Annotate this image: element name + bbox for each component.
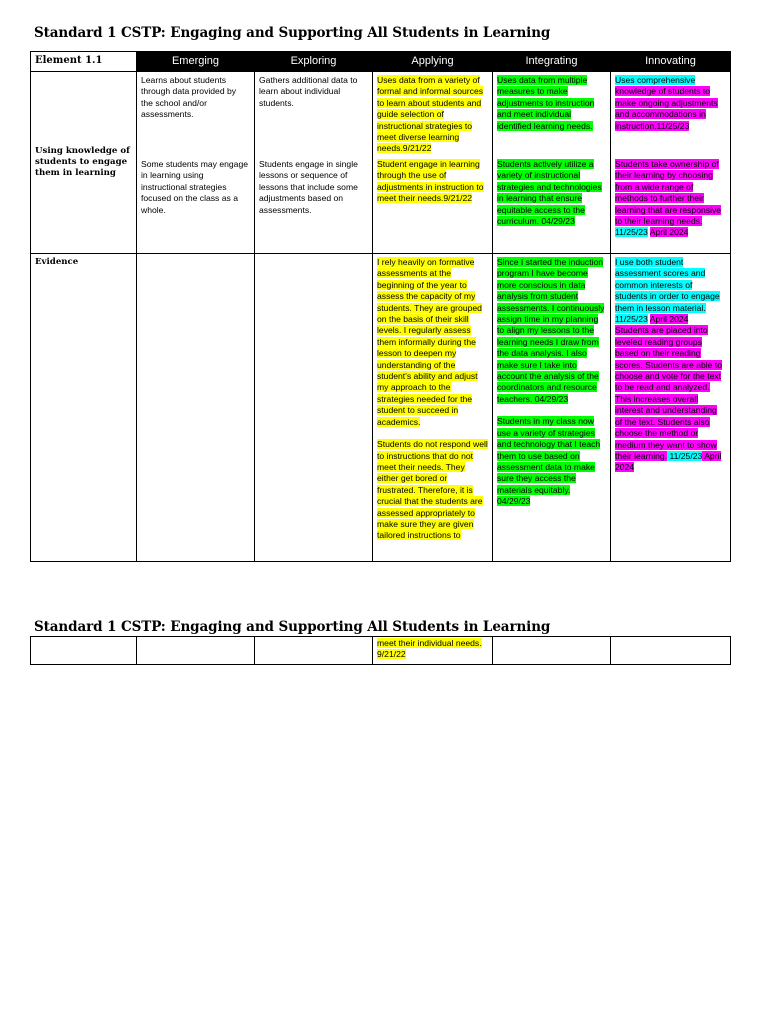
cell-exploring [255, 72, 373, 254]
highlighted-text: Students are placed into leveled reading groups based on their reading scores. Students are able to choose and vote for the text to be read and analyzed. This increases overall interest and understanding of the text. Students also choose the method or medium they want to show their learning. [615, 325, 723, 461]
column-header-emerging: Emerging [137, 52, 255, 72]
rubric-table-continued [30, 636, 731, 665]
cell-emerging [137, 72, 255, 254]
cell-applying-evidence [373, 254, 493, 562]
highlighted-text: Since I started the induction program I have become more conscious in data analysis from student assessments. I continuously assign time in my planning to align my lessons to the learning needs I draw from the data analysis. I also make sure I take into account the analysis of the coordinators and resource teachers. 04/29/23 [497, 257, 605, 404]
column-header-innovating: Innovating [611, 52, 731, 72]
header-row [31, 52, 731, 72]
column-header-exploring: Exploring [255, 52, 373, 72]
table-row [31, 637, 731, 665]
cell-text: Learns about students through data provided by the school and/or assessments. [141, 75, 237, 120]
page-title-repeat: Standard 1 CSTP: Engaging and Supporting All Students in Learning [34, 619, 551, 635]
cell-integrating-evidence [493, 254, 611, 562]
cell-continued [611, 637, 731, 665]
highlighted-text: Students do not respond well to instructions that do not meet their needs. They either get bored or frustrated. Therefore, it is crucial that the students are assessed appropriately to make sure they are given tailored instructions to [377, 439, 488, 541]
cell-continued [493, 637, 611, 665]
highlighted-date: 11/25/23 [615, 227, 648, 238]
highlighted-text: Students in my class now use a variety of strategies and technology that I teach them to use based on assessment data to make sure they access the materials equitably. 04/29/23 [497, 416, 601, 507]
cell-emerging-evidence [137, 254, 255, 562]
element-label: Element 1.1 [31, 52, 137, 72]
row-label-text: Evidence [35, 257, 79, 267]
cell-applying-continued [373, 637, 493, 665]
highlighted-text: Uses data from a variety of formal and informal sources to learn about students and guide selection of instructional strategies to meet diverse learning needs.9/21/22 [377, 75, 484, 154]
table-row [31, 254, 731, 562]
cell-exploring-evidence [255, 254, 373, 562]
highlighted-date: April 2024 [649, 227, 689, 238]
cell-text: Gathers additional data to learn about individual students. [259, 75, 358, 108]
highlighted-date: 11/25/23 [667, 450, 703, 461]
highlighted-text: Student engage in learning through the use of adjustments in instruction to meet their needs.9/21/22 [377, 159, 484, 204]
cell-text: Students engage in single lessons or sequence of lessons that include some adjustments based on assessments. [259, 159, 358, 215]
highlighted-text: Students take ownership of their learning by choosing from a wide range of methods to further their learning that are responsive to their learning needs. [615, 159, 722, 227]
cell-innovating-evidence [611, 254, 731, 562]
row-label-text: Using knowledge of students to engage them in learning [35, 146, 130, 178]
highlighted-date: 11/25/23 [615, 314, 648, 325]
highlighted-text: Uses data from multiple measures to make adjustments to instruction and meet individual identified learning needs. [497, 75, 595, 131]
row-label [31, 72, 137, 254]
cell-continued [255, 637, 373, 665]
rubric-table [30, 51, 731, 562]
highlighted-text: meet their individual needs. 9/21/22 [377, 638, 482, 660]
cell-innovating [611, 72, 731, 254]
column-header-integrating: Integrating [493, 52, 611, 72]
cell-continued [137, 637, 255, 665]
column-header-applying: Applying [373, 52, 493, 72]
highlighted-text: Uses comprehensive [615, 75, 696, 85]
highlighted-date: April 2024 [649, 314, 689, 325]
cell-continued [31, 637, 137, 665]
highlighted-text: I rely heavily on formative assessments at the beginning of the year to assess the capacity of my students. They are grouped on the basis of their skill levels. I regularly assess them informally during the lesson to deepen my understanding of the student's ability and adjust my approach to the strategies needed for the student to succeed in academics. [377, 257, 482, 427]
cell-integrating [493, 72, 611, 254]
cell-text: Some students may engage in learning using instructional strategies focused on the class as a whole. [141, 159, 249, 215]
highlighted-text: Students actively utilize a variety of instructional strategies and technologies in learning that ensure equitable access to the curriculum. 04/29/23 [497, 159, 602, 227]
row-label [31, 254, 137, 562]
highlighted-text: knowledge of students to make ongoing adjustments and accommodations in instruction.11/25/23 [615, 86, 718, 131]
table-row [31, 72, 731, 254]
highlighted-date: April 2024 [615, 450, 722, 473]
highlighted-text: I use both student assessment scores and common interests of students in order to engage them in lesson material. [615, 257, 720, 313]
cell-applying [373, 72, 493, 254]
page-title: Standard 1 CSTP: Engaging and Supporting All Students in Learning [34, 25, 551, 41]
